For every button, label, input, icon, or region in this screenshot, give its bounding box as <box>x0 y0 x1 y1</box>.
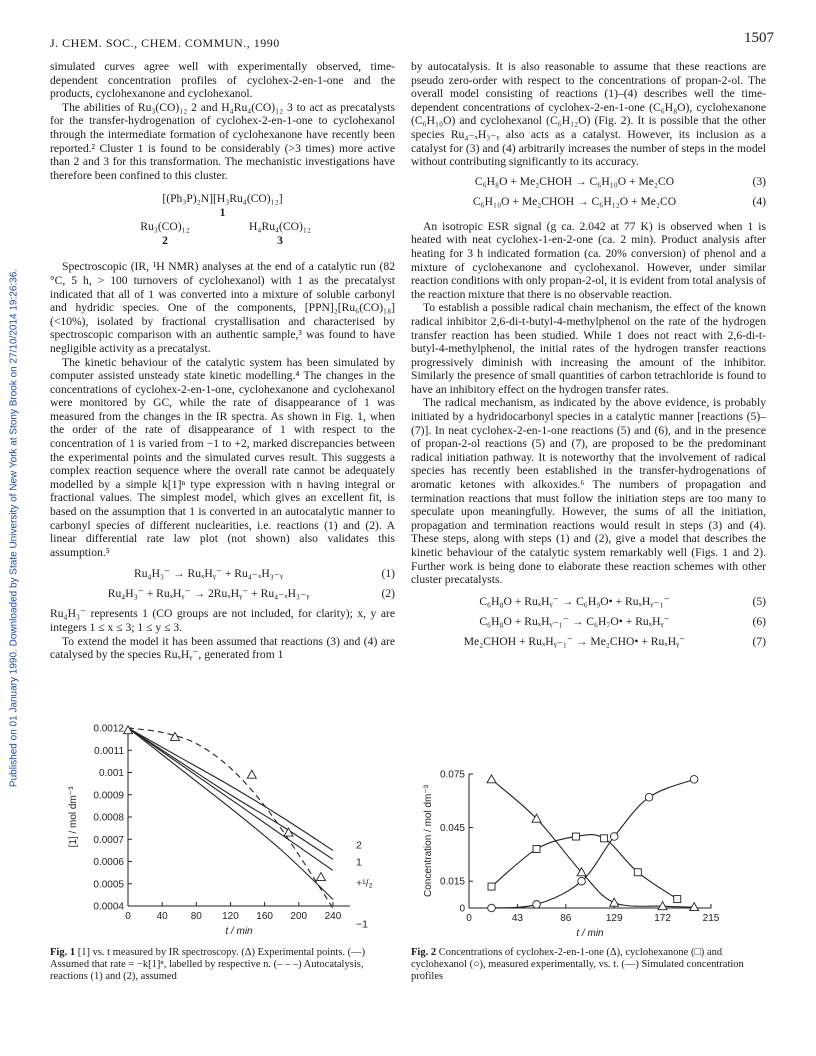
page-header <box>50 30 774 52</box>
paragraph: by autocatalysis. It is also reasonable to assume that these reactions are pseudo zero-order with respect to the concentrations of propan-2-ol. The overall model consisting of reactions (1)–(4) describes well the time-dependent concentrations of cyclohex-2-en-1-one (C₆H₈O), cyclohexanone (C₆H₁₀O) and cyclohexanol (C₆H₁₂O) (Fig. 2). It is possible that the other species Ru₄₋ₓH₃₋ᵧ also acts as a catalyst. However, its inclusion as a catalyst for (3) and (4) arbitrarily increases the number of steps in the model without contributing significantly to its accuracy. <box>411 60 766 169</box>
y-tick-label: 0.015 <box>439 876 465 888</box>
equation-3: C₆H₈O + Me₂CHOH → C₆H₁₀O + Me₂CO (3) <box>474 174 766 188</box>
experimental-point <box>316 873 325 881</box>
cyclohexenone-point <box>487 775 496 783</box>
paragraph: Ru₄H₃⁻ represents 1 (CO groups are not included, for clarity); x, y are integers 1 ≤ x ≤ 3; 1 ≤ y ≤ 3. <box>50 607 395 634</box>
model-curve <box>128 728 333 899</box>
y-tick-label: 0.0006 <box>93 857 124 868</box>
compound-1-number: 1 <box>219 206 226 220</box>
compound-2-formula: Ru₃(CO)₁₂ <box>140 220 190 234</box>
x-tick-label: 120 <box>222 911 239 922</box>
curve-label: 2 <box>356 839 362 852</box>
figure-2 <box>411 760 766 1020</box>
cyclohexanone-point <box>533 846 540 853</box>
model-curve <box>128 728 333 870</box>
compound-3-number: 3 <box>277 234 283 248</box>
cyclohexanol-point <box>690 776 698 784</box>
y-tick-label: 0 <box>459 903 465 915</box>
y-axis-label: [1] / mol dm⁻³ <box>68 786 79 848</box>
x-tick-label: 86 <box>560 913 572 924</box>
y-tick-label: 0.0011 <box>94 745 124 757</box>
x-tick-label: 80 <box>190 911 202 922</box>
experimental-point <box>247 770 256 778</box>
cyclohexanone-point <box>634 869 641 876</box>
y-tick-label: 0.045 <box>439 823 465 835</box>
x-tick-label: 43 <box>511 913 523 924</box>
figure-2-chart <box>411 760 766 940</box>
simulated-curve <box>492 835 678 900</box>
simulated-curve <box>492 779 695 908</box>
cyclohexanol-point <box>533 901 541 909</box>
paragraph: The abilities of Ru₃(CO)₁₂ 2 and H₄Ru₄(CO)₁₂ 3 to act as precatalysts for the transfer-hydrogenation of cyclohex-2-en-1-one to cyclohexanol through the intermediate formation of cyclohexanone have recently been reported.² Cluster 1 is found to be considerably (>3 times) more active than 2 and 3 for this transformation. The mechanistic investigations have therefore been confined to this cluster. <box>50 100 395 182</box>
compound-1-formula: [(Ph₃P)₂N][H₃Ru₄(CO)₁₂] <box>162 192 283 206</box>
cyclohexanol-point <box>488 904 496 912</box>
y-axis-label: Concentration / mol dm⁻³ <box>423 785 434 897</box>
left-column <box>50 60 395 662</box>
x-tick-label: 129 <box>605 913 623 924</box>
y-tick-label: 0.075 <box>439 769 465 781</box>
x-tick-label: 160 <box>256 911 273 922</box>
simulated-curve <box>492 779 695 907</box>
watermark-text: Published on 01 January 1990. Downloaded by State University of New York at Stony Brook on 27/10/2014 19:26:36. <box>8 268 20 788</box>
x-axis-label: t / min <box>576 928 604 939</box>
journal-title: J. CHEM. SOC., CHEM. COMMUN., 1990 <box>50 36 280 50</box>
equation-1: Ru₄H₃⁻ → RuₓHᵧ⁻ + Ru₄₋ₓH₃₋ᵧ (1) <box>134 567 395 581</box>
x-tick-label: 200 <box>290 911 308 922</box>
y-tick-label: 0.0004 <box>93 901 124 913</box>
x-axis-label: t / min <box>225 926 253 937</box>
cyclohexanol-point <box>645 793 653 801</box>
y-tick-label: 0.0007 <box>93 834 124 846</box>
curve-label: −1 <box>356 918 368 931</box>
curve-label: +¹/₂ <box>356 877 373 890</box>
figure-1-chart <box>50 718 395 940</box>
paragraph: simulated curves agree well with experimentally observed, time-dependent concentration profiles of cyclohex-2-en-1-one and the products, cyclohexanone and cyclohexanol. <box>50 60 395 101</box>
y-tick-label: 0.0012 <box>93 723 124 735</box>
x-tick-label: 40 <box>156 911 168 922</box>
compound-3-formula: H₄Ru₄(CO)₁₂ <box>249 220 311 234</box>
y-tick-label: 0.0009 <box>93 790 124 802</box>
equation-5: C₆H₈O + RuₓHᵧ⁻ → C₆H₉O• + RuₓHᵧ₋₁⁻ (5) <box>479 594 766 608</box>
compound-2-number: 2 <box>162 234 168 248</box>
download-watermark <box>0 0 28 1056</box>
equation-7: Me₂CHOH + RuₓHᵧ₋₁⁻ → Me₂CHO• + RuₓHᵧ⁻ (7) <box>463 634 766 648</box>
figure-1 <box>50 718 395 1018</box>
figure-1-caption: Fig. 1 [1] vs. t measured by IR spectroscopy. (Δ) Experimental points. (—) Assumed that rate = −k[1]ⁿ, labelled by respective n. (– – –) Autocatalysis, reactions (1) and (2), assumed <box>50 947 366 983</box>
paragraph: To establish a possible radical chain mechanism, the effect of the known radical inhibitor 2,6-di-t-butyl-4-methylphenol on the rate of the hydrogen transfer reaction has been studied. While 1 does not react with 2,6-di-t-butyl-4-methylphenol, the initial rates of the hydrogen transfer reactions progressively diminish with increasing the amount of the inhibitor. Similarly the presence of small quantities of carbon tetrachloride is found to have an inhibitory effect on the hydrogen transfer rates. <box>411 301 766 396</box>
x-tick-label: 0 <box>125 911 131 922</box>
y-tick-label: 0.0005 <box>93 879 124 891</box>
x-tick-label: 215 <box>702 913 720 924</box>
curve-label: 1 <box>356 856 362 869</box>
right-column <box>411 60 766 655</box>
page-number: 1507 <box>744 30 774 46</box>
figure-2-caption: Fig. 2 Concentrations of cyclohex-2-en-1-one (Δ), cyclohexanone (□) and cyclohexanol (○), measured experimentally, vs. t. (—) Simulated concentration profiles <box>411 947 744 983</box>
model-curve <box>128 728 333 850</box>
cyclohexenone-point <box>610 898 619 906</box>
y-tick-label: 0.001 <box>98 768 124 779</box>
y-tick-label: 0.0008 <box>93 812 124 824</box>
cyclohexanol-point <box>578 877 586 885</box>
equation-6: C₆H₈O + RuₓHᵧ₋₁⁻ → C₆H₇O• + RuₓHᵧ⁻ (6) <box>479 614 766 628</box>
equation-2: Ru₄H₃⁻ + RuₓHᵧ⁻ → 2RuₓHᵧ⁻ + Ru₄₋ₓH₃₋ᵧ (2) <box>107 587 395 601</box>
x-tick-label: 0 <box>466 913 472 924</box>
cyclohexanone-point <box>488 883 495 890</box>
paragraph: The radical mechanism, as indicated by the above evidence, is probably initiated by a hydridocarbonyl species in a catalytic manner [reactions (5)–(7)]. In neat cyclohex-2-en-1-one reactions (5) and (6), and in the presence of propan-2-ol reactions (5) and (7), are proposed to be the predominant radical initiation pathway. It is noteworthy that the involvement of radical species has recently been established in the transfer-hydrogenations of aromatic ketones with alkoxides.⁶ The numbers of propagation and termination reactions that must follow the initiation steps are too many to speculate upon meaningfully. However, the sums of all the initiation, propagation and termination reactions would result in steps (3) and (4). These steps, along with steps (1) and (2), give a model that describes the kinetic behaviour of the catalytic system remarkably well (Figs. 1 and 2). Further work is being done to elaborate these reaction schemes with other cluster precatalysts. <box>411 396 766 587</box>
paragraph: To extend the model it has been assumed that reactions (3) and (4) are catalysed by the species RuₓHᵧ⁻, generated from 1 <box>50 634 395 662</box>
cyclohexanone-point <box>674 896 681 903</box>
model-curve <box>128 728 333 859</box>
autocatalysis-curve <box>128 728 333 908</box>
cyclohexanone-point <box>601 835 608 842</box>
equation-4: C₆H₁₀O + Me₂CHOH → C₆H₁₂O + Me₂CO (4) <box>472 194 766 208</box>
x-tick-label: 172 <box>654 913 671 924</box>
x-tick-label: 240 <box>324 911 342 922</box>
cyclohexanol-point <box>610 833 618 841</box>
compound-structures <box>50 192 395 248</box>
paragraph: An isotropic ESR signal (g ca. 2.042 at 77 K) is observed when 1 is heated with neat cyclohex-1-en-2-one (ca. 2 min). Product analysis after heating for 3 h indicated formation (ca. 20% conversion) of phenol and a mixture of cyclohexanone and cyclohexanol. However, under similar reaction conditions with only propan-2-ol, it is evident from total analysis of the reaction mixture that there is no observable reaction. <box>411 219 766 301</box>
paragraph: Spectroscopic (IR, ¹H NMR) analyses at the end of a catalytic run (82 °C, 5 h, > 100 turnovers of cyclohexanol) with 1 as the precatalyst indicated that all of 1 was converted into a mixture of soluble carbonyl and hydridic species. One of the components, [PPN]₂[Ru₆(CO)₁₈] (<10%), isolated by fractional crystallisation and characterised by spectroscopic comparison with an authentic sample,³ was found to have negligible activity as a precatalyst. <box>50 260 395 355</box>
paragraph: The kinetic behaviour of the catalytic system has been simulated by computer assisted unsteady state kinetic modelling.⁴ The changes in the concentrations of cyclohex-2-en-1-one, cyclohexanone and cyclohexanol were monitored by GC, while the rate of disappearance of 1 was measured from the changes in the IR spectra. As shown in Fig. 1, when the order of the rate of disappearance of 1 with respect to the concentration of 1 is varied from −1 to +2, marked discrepancies between the experimental points and the simulated curves result. This suggests a complex reaction sequence where the overall rate cannot be adequately modelled by a simple k[1]ⁿ type expression with n having integral or fractional values. The simplest model, which gives an excellent fit, is based on the assumption that 1 is converted in an autocatalytic manner to carbonyl species of different nuclearities, i.e. reactions (1) and (2). A linear differential rate law plot (not shown) also validates this assumption.⁵ <box>50 355 395 559</box>
cyclohexanone-point <box>572 833 579 840</box>
